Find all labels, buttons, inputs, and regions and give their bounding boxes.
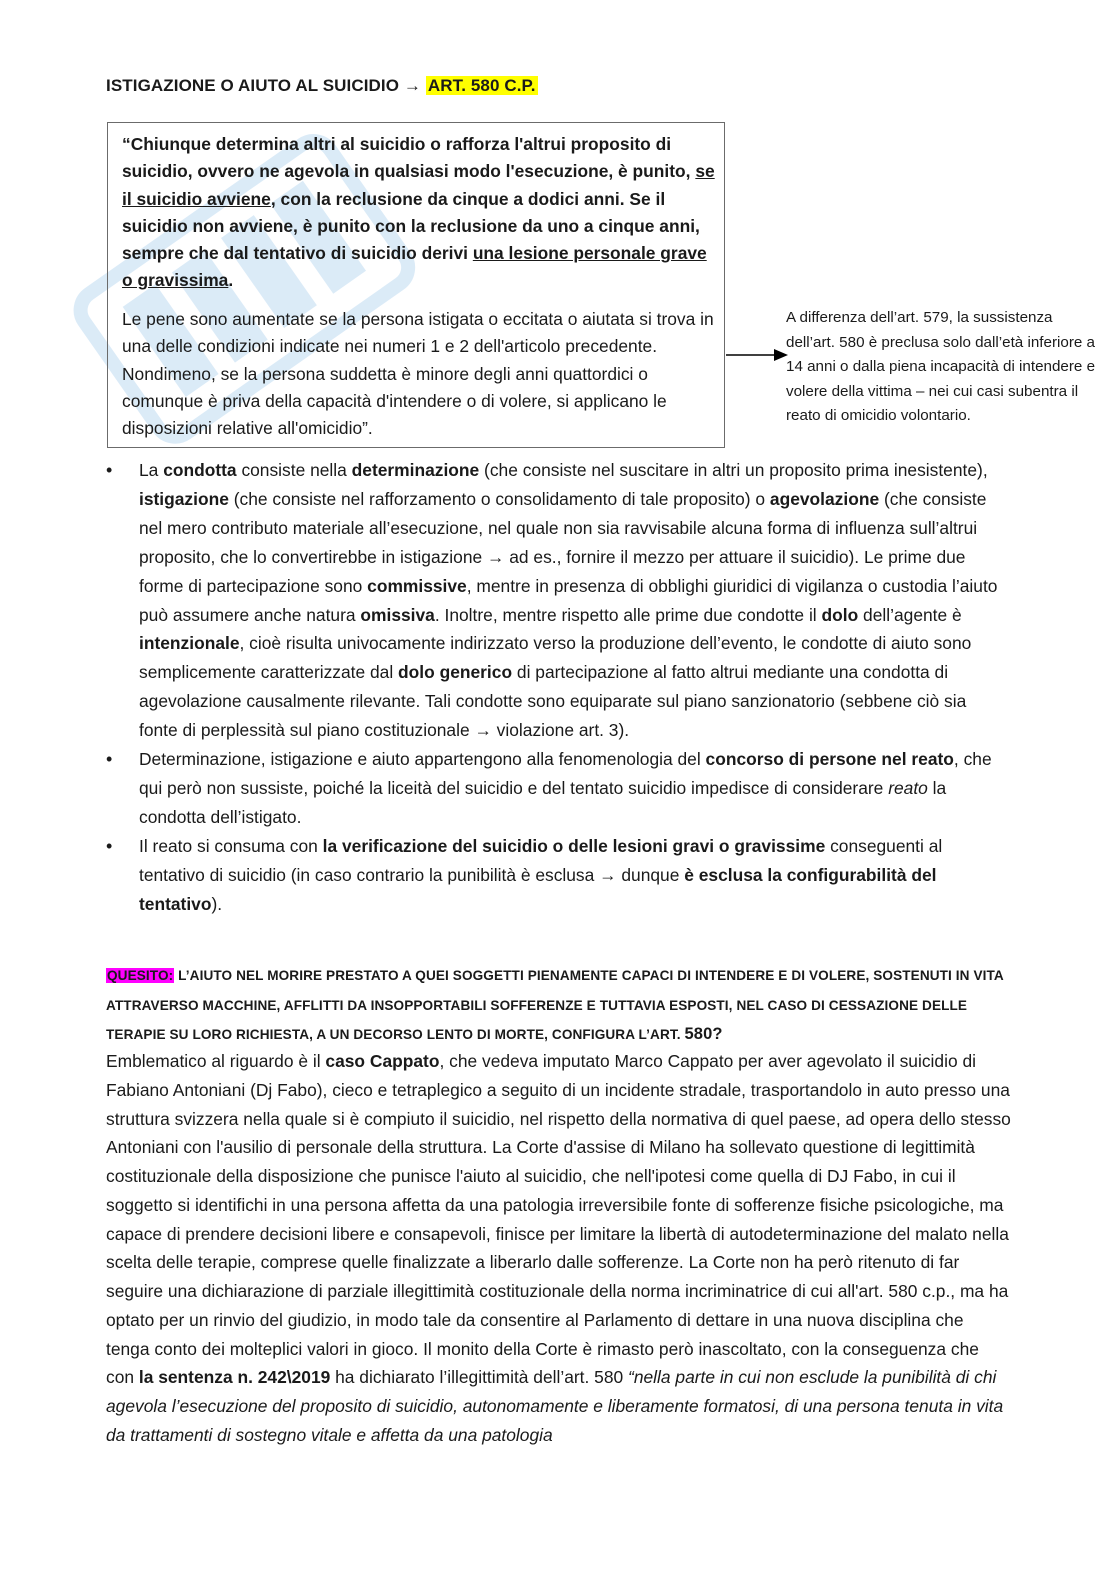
quote-text: , con la reclusione da cinque a dodici anni. Se il suicidio non avviene, è punito con la reclusione da uno a cinque anni, sempre che dal tentativo di suicidio derivi	[122, 188, 700, 264]
text-run: La	[139, 460, 164, 480]
text-run: conseguenti al tentativo di suicidio (in caso contrario la punibilità è esclusa → dunque	[139, 835, 943, 885]
list-item	[106, 456, 1006, 745]
text-run: . Inoltre, mentre rispetto alle prime due condotte il	[434, 604, 822, 625]
italic-text: “nella parte in cui non esclude la punibilità di chi agevola l’esecuzione del proposito di suicidio, autonomamente e liberamente formatosi, di una persona tenuta in vita da trattamenti di sostegno vitale e affetta da una patologia	[106, 1367, 1004, 1445]
list-item	[106, 832, 1006, 919]
quote-paragraph-2: Le pene sono aumentate se la persona istigata o eccitata o aiutata si trova in una delle condizioni indicate nei numeri 1 e 2 dell'articolo precedente. Nondimeno, se la persona suddetta è minore degli anni quattordici o comunque è priva della capacità d'intendere o di volere, si applicano le disposizioni relative all'omicidio”.	[122, 309, 714, 439]
arrow-right-icon: →	[403, 76, 422, 95]
bold-text: dolo generico	[398, 662, 513, 683]
text-run: Emblematico al riguardo è il	[106, 1051, 326, 1071]
text-run: ).	[211, 893, 223, 914]
bold-text: agevolazione	[769, 488, 880, 509]
list-item	[106, 745, 1006, 832]
text-run: , che qui però non sussiste, poiché la liceità del suicidio e del tentato suicidio impedisce di considerare	[139, 749, 992, 798]
title-text: ISTIGAZIONE O AIUTO AL SUICIDIO	[106, 76, 400, 95]
question-tag: QUESITO:	[107, 968, 174, 983]
bold-text: omissiva	[360, 604, 435, 625]
law-quote-box	[107, 122, 725, 448]
bold-text: commissive	[367, 575, 467, 596]
text-run: (che consiste nel suscitare in altri un proposito prima inesistente),	[479, 460, 988, 480]
side-note: A differenza dell’art. 579, la sussistenza dell’art. 580 è preclusa solo dall’età inferiore a 14 anni o dalla piena incapacità di intendere e volere della vittima – nei cui casi subentra il reato di omicidio volontario.	[786, 309, 1096, 424]
article-reference: ART. 580 C.P.	[427, 76, 536, 95]
text-run: dell’agente è	[858, 604, 962, 625]
bold-text: concorso di persone nel reato	[705, 749, 954, 770]
text-run: (che consiste nel rafforzamento o consolidamento di tale proposito) o	[228, 488, 770, 509]
text-run: Determinazione, istigazione e aiuto appartengono alla fenomenologia del	[139, 749, 706, 770]
arrow-right-icon	[726, 348, 788, 362]
question-article-number: 580?	[684, 1025, 723, 1043]
text-run: di partecipazione al fatto altrui mediante una condotta di agevolazione causalmente rilevante. Tali condotte sono equiparate sul piano sanzionatorio (sebbene ciò sia fonte di perplessità sul piano costituzionale → violazione art. 3).	[139, 662, 967, 741]
quote-text: .	[228, 270, 234, 291]
quote-underlined: una lesione personale grave o gravissima	[122, 243, 707, 291]
bold-text: la verificazione del suicidio o delle lesioni gravi o gravissime	[322, 835, 826, 856]
quote-underlined: se il suicidio avviene	[122, 161, 715, 209]
text-run: (che consiste nel mero contributo materiale all’esecuzione, nel quale non sia ravvisabile alcuna forma di influenza sull’altrui proposito, che lo convertirebbe in istigazione → ad es., fornire il mezzo per attuare il suicidio). Le prime due forme di partecipazione sono	[139, 488, 987, 596]
bold-text: istigazione	[139, 488, 229, 509]
quote-text: “Chiunque determina altri al suicidio o rafforza l'altrui proposito di suicidio, ovvero ne agevola in qualsiasi modo l'esecuzione, è punito,	[122, 134, 696, 182]
bold-text: la sentenza n. 242\2019	[138, 1367, 331, 1388]
text-run: , che vedeva imputato Marco Cappato per aver agevolato il suicidio di Fabiano Antoniani (Dj Fabo), cieco e tetraplegico a seguito di un incidente stradale, trasportandolo in auto presso una struttura svizzera nella quale si è compiuto il suicidio, nel rispetto della normativa di quel paese, ad opera dello stesso Antoniani con l'ausilio di personale della struttura. La Corte d'assise di Milano ha sollevato questione di legittimità costituzionale della disposizione che punisce l'aiuto al suicidio, che nell'ipotesi come quella di DJ Fabo, in cui il soggetto si identifichi in una persona affetta da una patologia irreversibile fonte di sofferenze fisiche psicologiche, ma capace di prendere decisioni libere e consapevoli, finisce per limitare la libertà di autodeterminazione del malato nella scelta delle terapie, comprese quelle finalizzate a liberarlo dalle sofferenze. La Corte non ha però ritenuto di far seguire una dichiarazione di parziale illegittimità costituzionale della norma incriminatrice di cui all'art. 580 c.p., ma ha optato per un rinvio del giudizio, in modo tale da consentire al Parlamento di dettare in una nuova disciplina che tenga conto dei molteplici valori in gioco. Il monito della Corte è rimasto però inascoltato, con la conseguenza che con	[106, 1051, 1011, 1388]
bold-text: condotta	[163, 460, 237, 480]
page-title	[106, 76, 538, 96]
bullet-list	[106, 456, 1006, 919]
quote-paragraph-1	[122, 131, 718, 295]
body-paragraph	[106, 1047, 1011, 1450]
bold-text: è esclusa la configurabilità del tentativo	[139, 864, 937, 914]
bold-text: intenzionale	[139, 633, 240, 654]
text-run: , cioè risulta univocamente indirizzato verso la produzione dell’evento, le condotte di aiuto sono semplicemente caratterizzate dal	[139, 633, 972, 683]
italic-text: reato	[888, 777, 928, 798]
bold-text: caso Cappato	[325, 1051, 440, 1071]
text-run: consiste nella	[236, 460, 352, 480]
question-heading	[106, 961, 1006, 1050]
text-run: Il reato si consuma con	[139, 835, 323, 856]
question-text: L’AIUTO NEL MORIRE PRESTATO A QUEI SOGGETTI PIENAMENTE CAPACI DI INTENDERE E DI VOLERE, SOSTENUTI IN VITA ATTRAVERSO MACCHINE, AFFLITTI DA INSOPPORTABILI SOFFERENZE E TUTTAVIA ESPOSTI, NEL CASO DI CESSAZIONE DELLE TERAPIE SU LORO RICHIESTA, A UN DECORSO LENTO DI MORTE, CONFIGURA L’ART.	[106, 968, 1004, 1042]
text-run: la condotta dell’istigato.	[139, 777, 947, 827]
text-run: ha dichiarato l’illegittimità dell’art. 580	[330, 1367, 629, 1388]
bold-text: determinazione	[351, 460, 480, 480]
text-run: , mentre in presenza di obblighi giuridici di vigilanza o custodia l’aiuto può assumere anche natura	[139, 575, 998, 625]
bold-text: dolo	[821, 604, 859, 625]
